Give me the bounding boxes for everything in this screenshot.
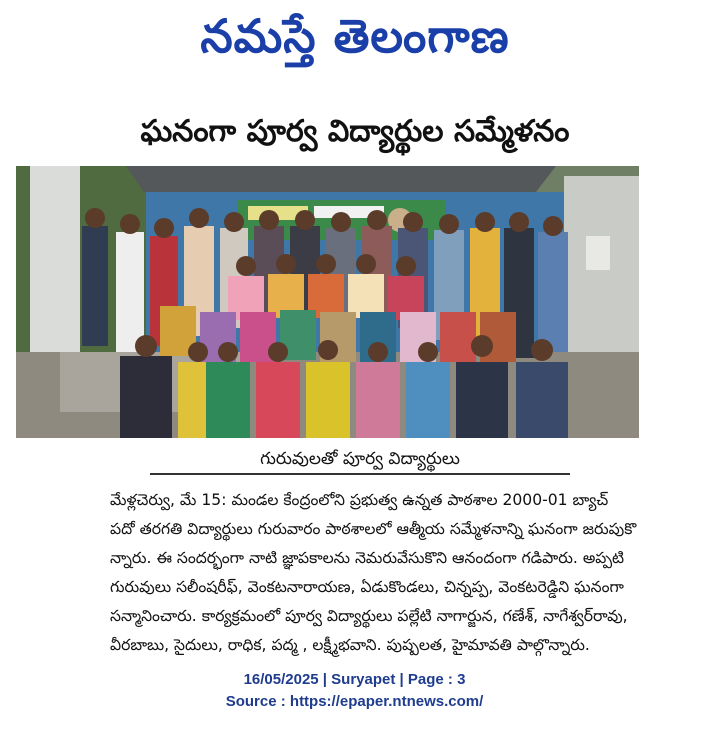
edition-info: 16/05/2025 | Suryapet | Page : 3	[243, 671, 466, 688]
photo-caption: గురువులతో పూర్వ విద్యార్థులు	[260, 449, 460, 469]
article-line: మేళ్లచెర్వు, మే 15: మండల కేంద్రంలోని ప్రభుత్వ ఉన్నత పాఠశాల 2000-01 బ్యాచ్	[110, 491, 609, 509]
article-line: సన్మానించారు. కార్యక్రమంలో పూర్వ విద్యార్థులు పల్లేటి నాగార్జున, గణేశ్, నాగేశ్వర్‌రావు,	[110, 607, 628, 625]
group-photo	[16, 166, 639, 438]
source-link[interactable]: Source : https://epaper.ntnews.com/	[225, 693, 484, 710]
article-line: గురువులు సలీంషరీఫ్, వెంకటనారాయణ, ఏడుకొండలు, చిన్నప్ప, వెంకటరెడ్డిని ఘనంగా	[110, 578, 624, 596]
article-line: న్నారు. ఈ సందర్భంగా నాటి జ్ఞాపకాలను నెమరువేసుకొని ఆనందంగా గడిపారు. అప్పటి	[110, 549, 625, 567]
article-line: పదో తరగతి విద్యార్థులు గురువారం పాఠశాలలో ఆత్మీయ సమ్మేళనాన్ని ఘనంగా జరుపుకొ	[110, 520, 637, 538]
article-line: వీరబాబు, సైదులు, రాధిక, పద్మ , లక్ష్మీభవాని. పుష్పలత, హైమావతి పాల్గొన్నారు.	[110, 636, 590, 654]
article-body	[110, 486, 640, 660]
caption-underline	[150, 473, 570, 475]
article-headline: ఘనంగా పూర్వ విద్యార్థుల సమ్మేళనం	[140, 114, 570, 149]
newspaper-masthead: నమస్తే తెలంగాణ	[200, 9, 510, 63]
